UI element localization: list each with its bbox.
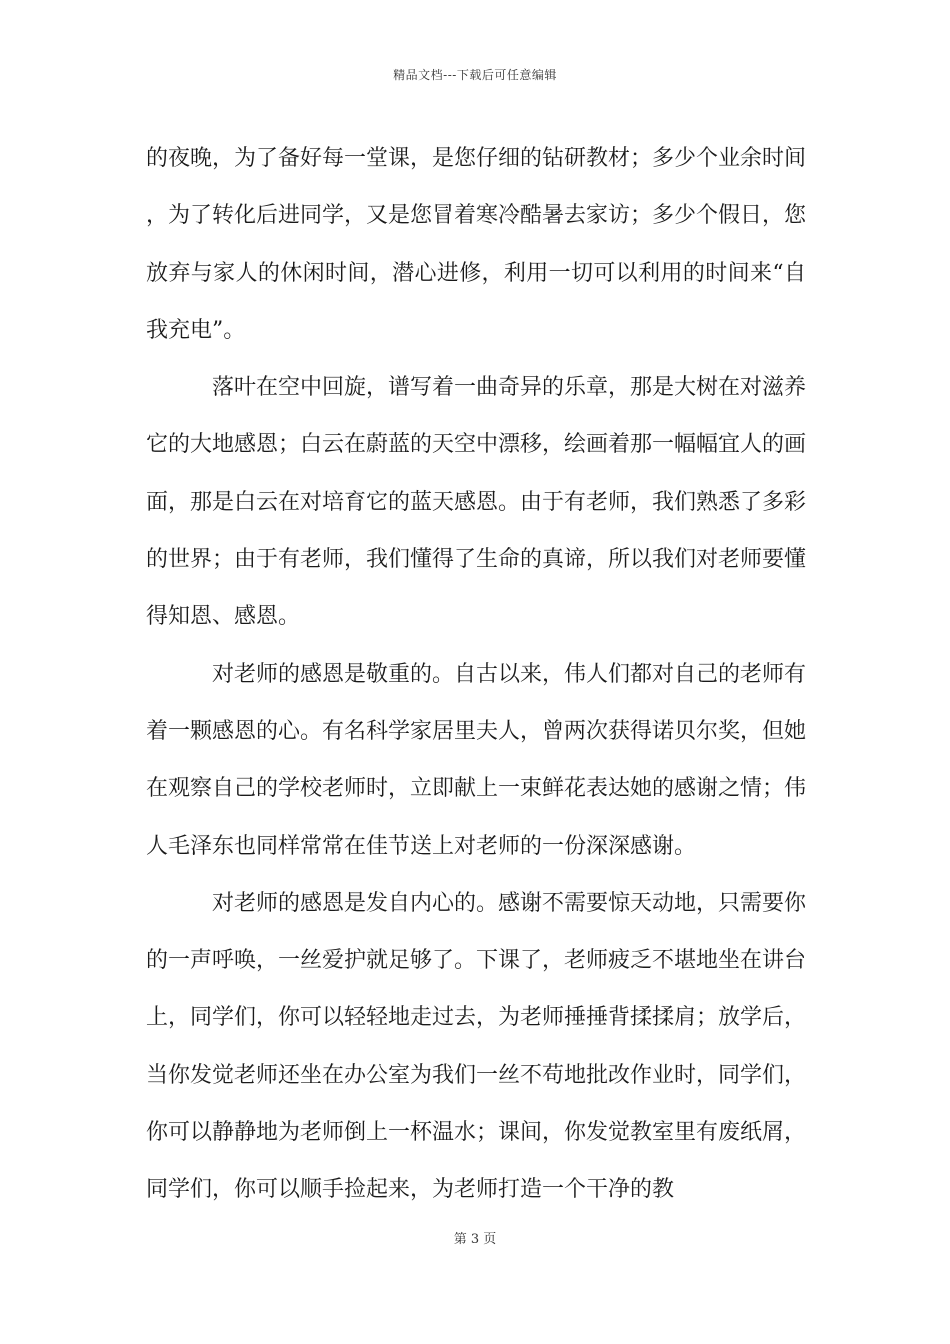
paragraph-3: 对老师的感恩是敬重的。自古以来，伟人们都对自己的老师有着一颗感恩的心。有名科学家居里夫人，曾两次获得诺贝尔奖，但她在观察自己的学校老师时，立即献上一束鲜花表达她的感谢之情；伟人毛泽东也同样常常在佳节送上对老师的一份深深感谢。 xyxy=(146,661,807,859)
paragraph-4: 对老师的感恩是发自内心的。感谢不需要惊天动地，只需要你的一声呼唤，一丝爱护就足够了。下课了，老师疲乏不堪地坐在讲台上，同学们，你可以轻轻地走过去，为老师捶捶背揉揉肩；放学后，当你发觉老师还坐在办公室为我们一丝不苟地批改作业时，同学们，你可以静静地为老师倒上一杯温水；课间，你发觉教室里有废纸屑，同学们，你可以顺手捡起来，为老师打造一个干净的教 xyxy=(146,890,807,1203)
page-header: 精品文档---下载后可任意编辑 xyxy=(393,68,557,82)
document-body xyxy=(146,130,806,1219)
page-number: 第 3 页 xyxy=(453,1232,497,1247)
paragraph-2: 落叶在空中回旋，谱写着一曲奇异的乐章，那是大树在对滋养它的大地感恩；白云在蔚蓝的天空中漂移，绘画着那一幅幅宜人的画面，那是白云在对培育它的蓝天感恩。由于有老师，我们熟悉了多彩的世界；由于有老师，我们懂得了生命的真谛，所以我们对老师要懂得知恩、感恩。 xyxy=(146,375,807,630)
paragraph-1: 的夜晚，为了备好每一堂课，是您仔细的钻研教材；多少个业余时间，为了转化后进同学，又是您冒着寒冷酷暑去家访；多少个假日，您放弃与家人的休闲时间，潜心进修，利用一切可以利用的时间来“自我充电”。 xyxy=(146,146,807,343)
